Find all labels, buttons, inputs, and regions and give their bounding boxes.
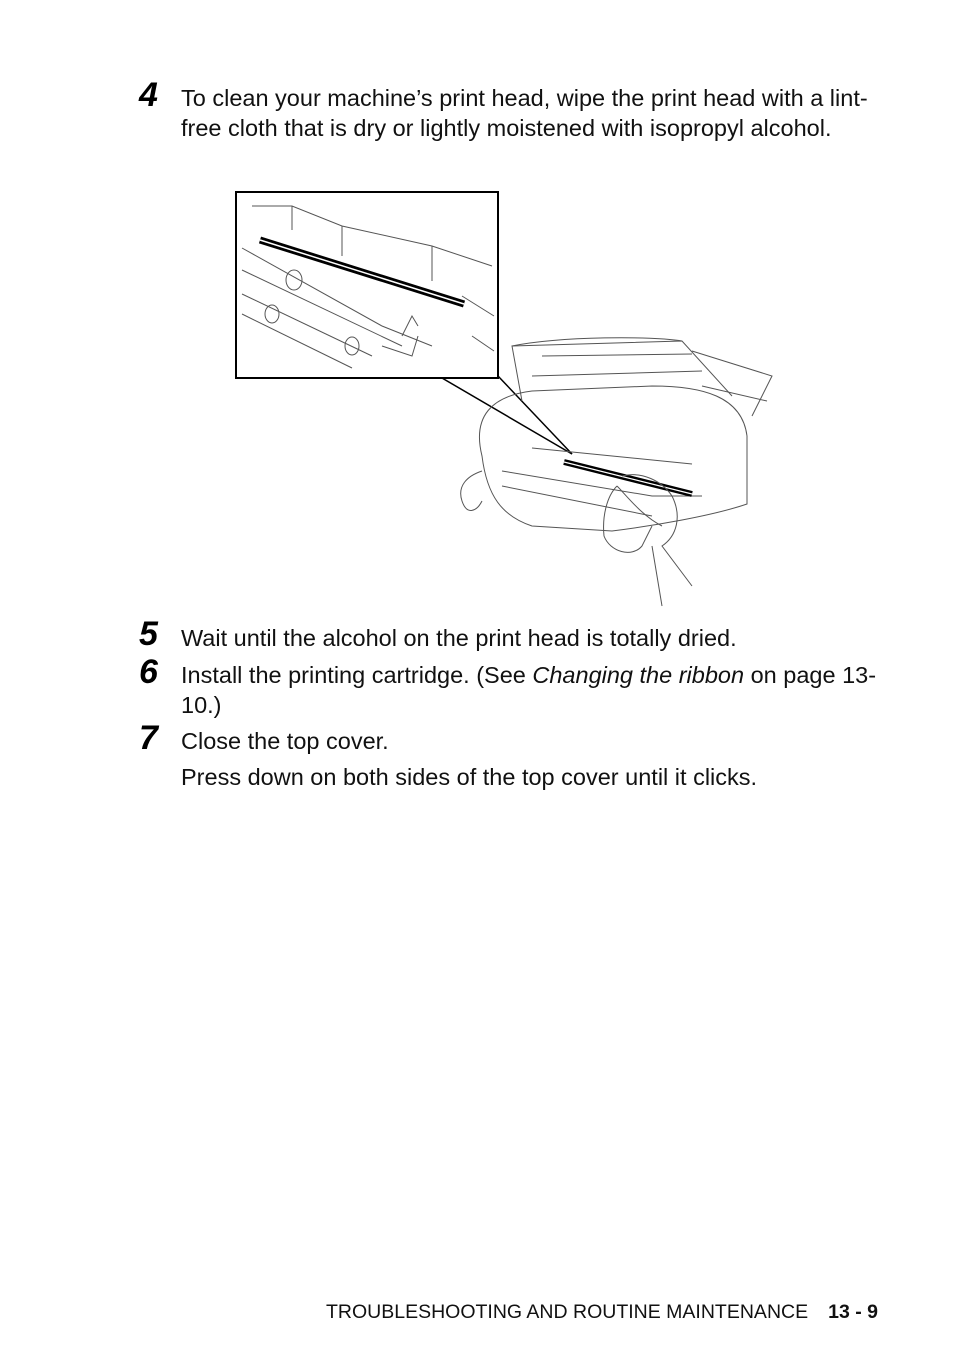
step-number: 5 [139,615,158,653]
step-number: 7 [139,719,158,757]
step-text: Wait until the alcohol on the print head is totally dried. [181,625,737,651]
page-number: 13 - 9 [828,1301,878,1323]
cross-reference-link[interactable]: Changing the ribbon [532,662,745,688]
footer-section-title: TROUBLESHOOTING AND ROUTINE MAINTENANCE [325,1301,809,1323]
step-text: To clean your machine’s print head, wipe the print head with a lint-free cloth that is dry or lightly moistened with isopropyl alcohol. [181,85,868,141]
step-text-after: on page 13-10.) [181,662,877,718]
print-head-cleaning-illustration [232,186,784,610]
step-number: 6 [139,653,158,691]
step-text: Close the top cover. [181,728,389,754]
step-number: 4 [139,76,158,114]
step-text-before: Install the printing cartridge. (See [181,662,533,688]
page-footer [326,1300,878,1324]
step-subtext: Press down on both sides of the top cover until it clicks. [181,764,758,790]
step-text [181,661,881,720]
